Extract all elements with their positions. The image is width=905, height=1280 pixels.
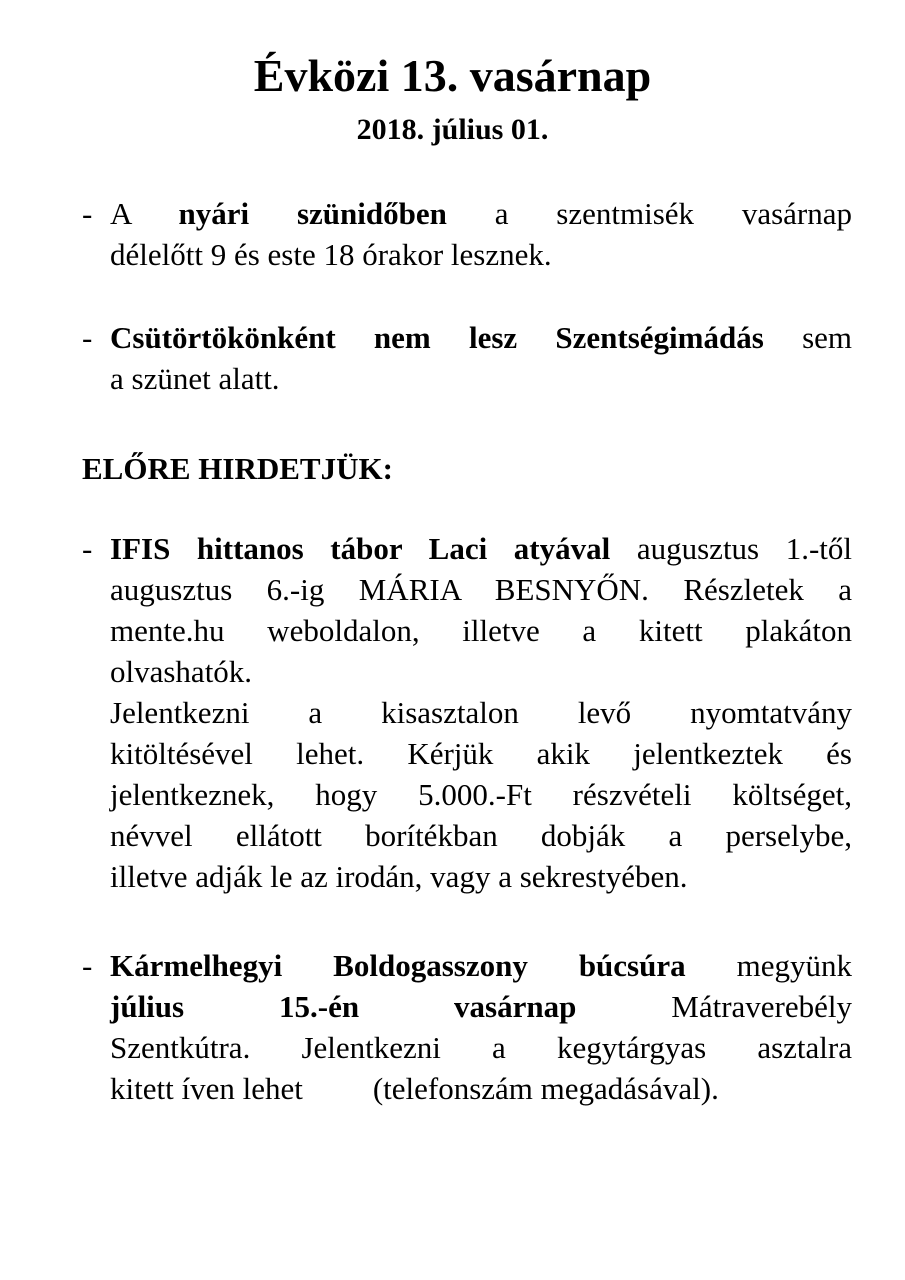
announcement-line: kitett íven lehet (telefonszám megadásával). [110,1071,719,1106]
announcement-line: kitöltésével lehet. Kérjük akik jelentkeztek és [110,736,852,771]
highlight-text: IFIS hittanos tábor Laci atyával [110,531,611,566]
announcement-line: IFIS hittanos tábor Laci atyával augusztus 1.-től [110,531,853,566]
announcement-pilgrimage [82,945,852,1109]
highlight-text: Csütörtökönként nem lesz Szentségimádás [110,320,764,355]
bullet-dash: - [82,196,93,231]
highlight-text: Kármelhegyi Boldogasszony búcsúra [110,948,686,983]
announcement-youth-camp [82,528,852,897]
announcement-line: július 15.-én vasárnap Mátraverebély [110,989,852,1024]
announcement-adoration [82,317,852,399]
bullet-dash: - [82,531,93,566]
section-heading: ELŐRE HIRDETJÜK: [82,451,393,486]
announcement-line: Szentkútra. Jelentkezni a kegytárgyas asztalra [110,1030,852,1065]
announcement-line: olvashatók. [110,654,253,689]
announcement-line: mente.hu weboldalon, illetve a kitett plakáton [110,613,852,648]
announcement-line: névvel ellátott borítékban dobják a perselybe, [110,818,852,853]
bullet-dash: - [82,948,93,983]
announcement-line: jelentkeznek, hogy 5.000.-Ft részvételi költséget, [110,777,852,812]
announcement-summer-mass [82,193,852,275]
highlight-text: nyári szünidőben [178,196,447,231]
bullet-dash: - [82,320,93,355]
announcement-line: illetve adják le az irodán, vagy a sekrestyében. [110,859,688,894]
announcement-line: Kármelhegyi Boldogasszony búcsúra megyünk [110,948,852,983]
announcement-line: a szünet alatt. [110,361,280,396]
announcement-line: Jelentkezni a kisasztalon levő nyomtatvány [110,695,852,730]
page-date: 2018. július 01. [356,113,549,146]
announcement-line: Csütörtökönként nem lesz Szentségimádás sem [110,320,852,355]
announcement-line: A nyári szünidőben a szentmisék vasárnap [110,196,853,231]
page-title: Évközi 13. vasárnap [253,50,652,101]
announcement-line: délelőtt 9 és este 18 órakor lesznek. [110,237,552,272]
announcement-line: augusztus 6.-ig MÁRIA BESNYŐN. Részletek a [110,572,852,607]
